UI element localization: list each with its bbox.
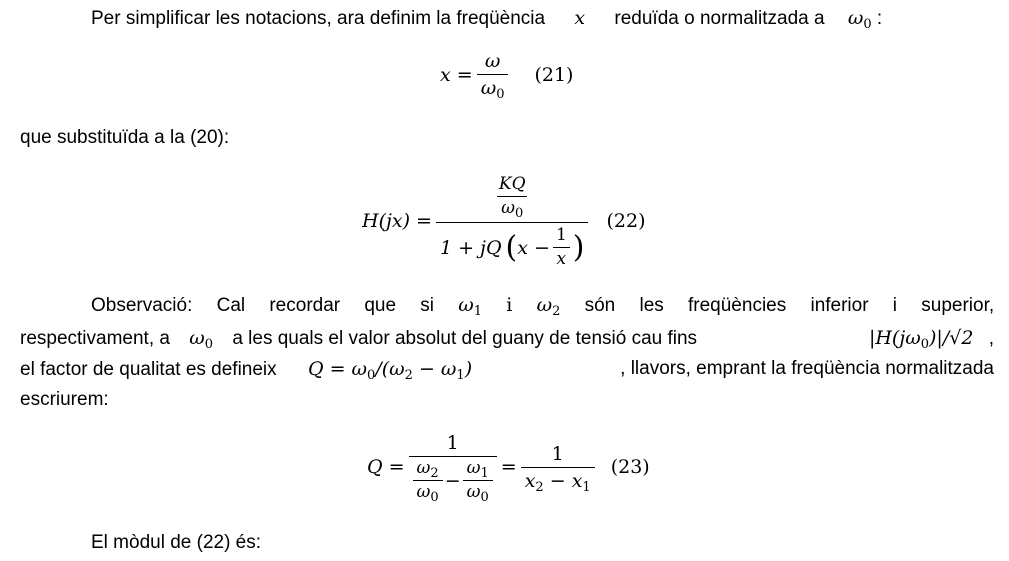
omega0-inline: $\omega_0$ — [847, 7, 872, 32]
colon: : — [876, 8, 883, 29]
omega1-inline: $\omega_1$ — [458, 294, 483, 319]
equation-21 — [440, 50, 574, 102]
var-x: x — [574, 7, 586, 29]
text-mid: reduïda o normalitzada a — [614, 8, 825, 29]
eq21-lhs: x = — [440, 63, 473, 86]
eq23-lhs: Q = — [367, 456, 405, 478]
quality-factor-formula: $Q = \omega_0/(\omega_2 - \omega_1)$ — [307, 358, 473, 383]
eq21-numerator: ω — [484, 50, 501, 72]
eq22-denominator: 1 + jQ ( x − $\frac{1}{x}$ ) — [436, 222, 589, 269]
paragraph-definition — [91, 7, 882, 30]
eq22-lhs: H(jx) = — [362, 209, 432, 232]
eq21-number: (21) — [534, 63, 574, 86]
paragraph-observation-line3: el factor de qualitat es defineix $Q = \omega_0/(\omega_2 - \omega_1)$ , llavors, emprant la freqüència normalitzada — [20, 358, 994, 383]
eq22-numerator — [491, 172, 534, 222]
text-before: Per simplificar les notacions, ara definim la freqüència — [91, 8, 546, 29]
eq22-fraction — [436, 172, 589, 269]
eq22-number: (22) — [606, 209, 646, 232]
equation-23: Q = 1 $\frac{\omega_2}{\omega_0}$ − $\frac{\omega_1}{\omega_0}$ = $\frac{1}{x_2 - x_1}$ (23) — [367, 432, 650, 505]
paragraph-modulus: El mòdul de (22) és: — [91, 532, 262, 553]
paragraph-substitution: que substituïda a la (20): — [20, 127, 230, 148]
eq21-denominator: $\omega_0$ — [477, 74, 509, 99]
paragraph-observation-line4: escriurem: — [20, 389, 109, 410]
eq21-fraction — [477, 50, 509, 102]
equation-22 — [362, 172, 646, 269]
eq22-inner-fraction: $\frac{KQ}{\omega_0}$ — [498, 174, 526, 221]
eq23-fraction-2: $\frac{1}{x_2 - x_1}$ — [521, 443, 595, 492]
eq23-fraction-1: 1 $\frac{\omega_2}{\omega_0}$ − $\frac{\omega_1}{\omega_0}$ — [409, 432, 497, 502]
eq23-number: (23) — [610, 456, 650, 478]
gain-abs-formula: $|H(j\omega_0)|/√2$ — [868, 327, 974, 352]
omega2-inline: $\omega_2$ — [536, 294, 561, 319]
paragraph-observation-line1: Observació: Cal recordar que si $\omega_1$ i $\omega_2$ són les freqüències inferior i superior, — [91, 294, 995, 319]
paragraph-observation-line2: respectivament, a $\omega_0$ a les quals el valor absolut del guany de tensió cau fins $|H(j\omega_0)|/√2$ , — [20, 327, 994, 352]
omega0-inline-2: $\omega_0$ — [189, 327, 214, 352]
